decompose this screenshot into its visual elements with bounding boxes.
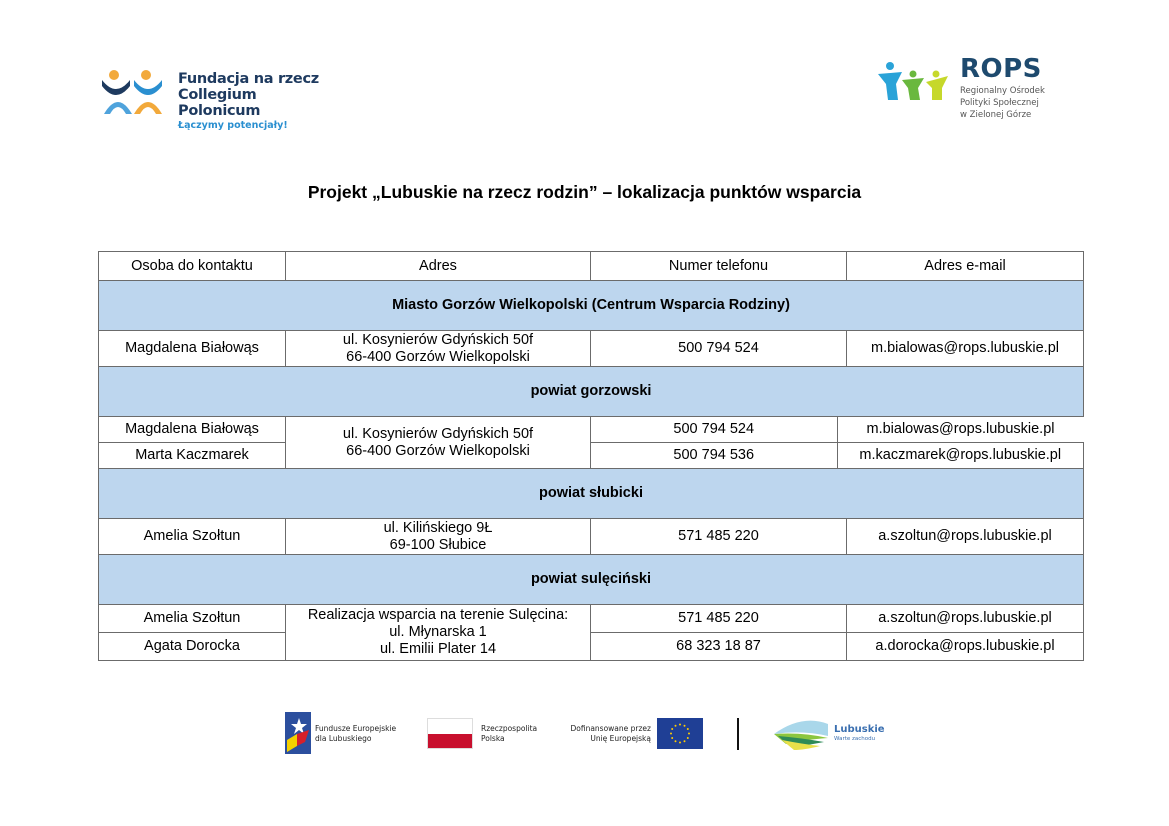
address-line: ul. Kosynierów Gdyńskich 50f [342,331,534,348]
section-title: powiat słubicki [99,469,1084,519]
rp-line2: Polska [481,734,505,743]
table-row [99,519,1084,555]
section-row [99,281,1084,331]
address-line: 66-400 Gorzów Wielkopolski [346,442,530,459]
address-line: ul. Młynarska 1 [389,624,487,640]
rp-line1: Rzeczpospolita [481,724,538,733]
address-cell [286,605,591,661]
address-line: ul. Emilii Plater 14 [379,641,497,657]
fundacja-people-icon [100,68,168,116]
table-row [99,443,1084,469]
funding-logos-bar [285,710,905,760]
lubuskie-title: Lubuskie [834,724,885,735]
section-title: powiat gorzowski [99,367,1084,417]
fe-line1: Fundusze Europejskie [315,724,397,733]
table-row [99,331,1084,367]
header-contact: Osoba do kontaktu [99,252,286,281]
address-line: 69-100 Słubice [389,536,487,553]
page-title: Projekt „Lubuskie na rzecz rodzin” – lokalizacja punktów wsparcia [307,182,862,202]
section-row [99,555,1084,605]
phone-email-group [591,417,1084,443]
address-line: 66-400 Gorzów Wielkopolski [346,348,530,365]
phone-cell: 571 485 220 [591,519,847,555]
table-row [99,417,1084,443]
eu-line2: Unię Europejską [590,734,651,743]
header-email: Adres e-mail [847,252,1084,281]
email-link[interactable]: a.szoltun@rops.lubuskie.pl [847,519,1084,555]
fundacja-logo [100,68,340,131]
fundacja-name-line2: Collegium Polonicum [178,87,261,119]
section-row [99,469,1084,519]
fe-line2: dla Lubuskiego [315,734,372,743]
section-title: Miasto Gorzów Wielkopolski (Centrum Wsparcia Rodziny) [99,281,1084,331]
section-row [99,367,1084,417]
lubuskie-wave-icon [772,718,832,750]
section-title: powiat sulęciński [99,555,1084,605]
fundacja-name-line1: Fundacja na rzecz [178,71,319,87]
contact-name: Marta Kaczmarek [99,443,286,469]
table-row [99,633,1084,661]
rops-title: ROPS [960,54,1042,84]
email-link[interactable]: a.szoltun@rops.lubuskie.pl [847,605,1084,633]
eu-flag-icon [657,718,703,749]
email-link[interactable]: a.dorocka@rops.lubuskie.pl [847,633,1084,661]
table-row [99,605,1084,633]
rops-people-icon [878,60,950,108]
address-cell [286,519,591,555]
poland-flag-icon [427,718,473,749]
address-line: ul. Kosynierów Gdyńskich 50f [342,425,534,442]
table-header-row [99,252,1084,281]
fe-star-icon [285,712,311,754]
email-link[interactable]: m.bialowas@rops.lubuskie.pl [847,331,1084,367]
contact-name: Magdalena Białowąs [99,417,286,443]
email-link[interactable]: m.bialowas@rops.lubuskie.pl [866,421,1055,437]
logo-separator [737,718,739,750]
contact-name: Agata Dorocka [99,633,286,661]
contact-name: Amelia Szołtun [99,605,286,633]
eu-line1: Dofinansowane przez [570,724,651,733]
email-link[interactable]: m.kaczmarek@rops.lubuskie.pl [859,447,1062,463]
rops-sub-line2: Polityki Społecznej [960,98,1039,108]
address-line: ul. Kilińskiego 9Ł [383,519,493,536]
address-cell [286,331,591,367]
address-line: Realizacja wsparcia na terenie Sulęcina: [307,607,569,623]
contact-name: Amelia Szołtun [99,519,286,555]
phone-cell: 500 794 524 [591,331,847,367]
contact-name: Magdalena Białowąs [99,331,286,367]
fundacja-tagline: Łączymy potencjały! [178,120,288,131]
phone-cell: 500 794 524 [591,417,837,442]
address-cell [286,417,591,469]
phone-cell: 571 485 220 [591,605,847,633]
rops-sub-line3: w Zielonej Górze [960,110,1032,120]
phone-cell: 500 794 536 [591,443,837,468]
phone-cell: 68 323 18 87 [591,633,847,661]
header-address: Adres [286,252,591,281]
rops-logo [878,54,1058,124]
support-points-table [98,251,1084,661]
lubuskie-tagline: Warte zachodu [834,736,876,742]
rops-sub-line1: Regionalny Ośrodek [960,86,1045,96]
phone-email-group [591,443,1084,469]
header-phone: Numer telefonu [591,252,847,281]
